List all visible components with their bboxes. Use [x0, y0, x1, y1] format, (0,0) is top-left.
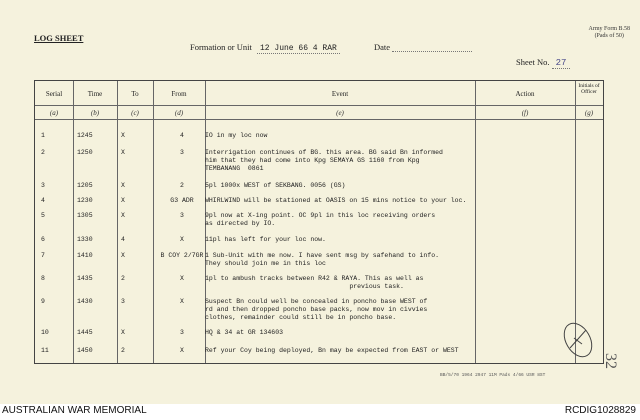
print-code: BB/5/70 1964 2947 11M Pads 4/66 USR 8ST [440, 373, 546, 378]
col-header-serial: Serial [45, 90, 63, 98]
time-cell: 1450 [77, 347, 93, 354]
event-cell: 9pl now at X-ing point. OC 9pl in this loc receiving orders as directed by IO. [205, 212, 436, 227]
army-form-label [588, 26, 630, 40]
col-sub-action: (f) [521, 109, 529, 117]
col-sub-time: (b) [90, 109, 100, 117]
event-cell: WHIRLWIND will be stationed at OASIS on 15 mins notice to your loc. [205, 197, 467, 204]
serial-cell: 1 [41, 132, 45, 139]
to-cell: 4 [121, 236, 125, 243]
event-cell: Interrigation continues of BG. this area. BG said Bn informed him that they had come into Kpg SEMAYA GS 1160 from Kpg TEMBANANG 0861 [205, 149, 443, 172]
col-sub-serial: (a) [49, 109, 59, 117]
formation-label: Formation or Unit [190, 42, 252, 52]
header-divider [35, 105, 603, 106]
event-cell: Suspect Bn could well be concealed in poncho base WEST of rd and then dropped poncho base packs, now mov in civvies clothes, remainder could still be in poncho base. [205, 298, 428, 321]
col-header-action: Action [515, 90, 535, 98]
serial-cell: 8 [41, 275, 45, 282]
to-cell: X [121, 197, 125, 204]
margin-page-number: 32 [602, 353, 619, 369]
serial-cell: 10 [41, 329, 49, 336]
from-cell: X [180, 236, 184, 243]
col-sub-event: (e) [336, 109, 344, 117]
from-cell: 3 [180, 329, 184, 336]
time-cell: 1250 [77, 149, 93, 156]
time-cell: 1330 [77, 236, 93, 243]
event-cell: HQ & 34 at GR 134603 [205, 329, 284, 336]
serial-cell: 3 [41, 182, 45, 189]
event-cell: Ref your Coy being deployed, Bn may be expected from EAST or WEST [205, 347, 459, 354]
archive-credit: AUSTRALIAN WAR MEMORIAL [2, 405, 147, 416]
army-form-number: Army Form B.58 [588, 26, 630, 32]
event-cell: 5pl 1000x WEST of SEKBANG. 0056 (GS) [205, 182, 346, 189]
event-cell: 1 Sub-Unit with me now. I have sent msg by safehand to info. They should join me in this loc [205, 252, 440, 267]
serial-cell: 9 [41, 298, 45, 305]
from-cell: X [180, 347, 184, 354]
col-sub-from: (d) [174, 109, 184, 117]
to-cell: X [121, 182, 125, 189]
event-cell: 11pl has left for your loc now. [205, 236, 326, 243]
to-cell: 3 [121, 298, 125, 305]
log-table [34, 80, 604, 364]
serial-cell: 7 [41, 252, 45, 259]
col-header-event: Event [331, 90, 349, 98]
time-cell: 1205 [77, 182, 93, 189]
from-cell: 2 [180, 182, 184, 189]
date-label: Date [374, 42, 391, 52]
time-cell: 1445 [77, 329, 93, 336]
from-cell: 4 [180, 132, 184, 139]
event-cell: IO in my loc now [205, 132, 268, 139]
column-divider [475, 81, 476, 363]
sheet-number-value: 27 [552, 58, 571, 69]
pads-note: (Pads of 50) [594, 33, 624, 39]
archive-reference: RCDIG1028829 [564, 405, 636, 416]
to-cell: X [121, 149, 125, 156]
event-cell: 1pl to ambush tracks between R42 & RAYA. This as well as previous task. [205, 275, 424, 290]
to-cell: 2 [121, 275, 125, 282]
column-divider [153, 81, 154, 363]
to-cell: X [121, 252, 125, 259]
serial-cell: 4 [41, 197, 45, 204]
col-header-initials: Initials of Officer [578, 83, 600, 95]
handwritten-initials [556, 318, 600, 362]
date-field [374, 42, 472, 52]
to-cell: X [121, 329, 125, 336]
time-cell: 1305 [77, 212, 93, 219]
serial-cell: 2 [41, 149, 45, 156]
from-cell: B COY 2/7GR [160, 252, 204, 259]
from-cell: X [180, 275, 184, 282]
sheet-number-field [516, 57, 570, 68]
sheet-number-label: Sheet No. [516, 57, 550, 67]
serial-cell: 5 [41, 212, 45, 219]
column-divider [73, 81, 74, 363]
serial-cell: 11 [41, 347, 49, 354]
time-cell: 1230 [77, 197, 93, 204]
time-cell: 1430 [77, 298, 93, 305]
to-cell: X [121, 132, 125, 139]
from-cell: 3 [180, 149, 184, 156]
col-header-from: From [171, 90, 187, 98]
col-header-time: Time [87, 90, 103, 98]
date-blank-line [392, 43, 472, 52]
page-title: LOG SHEET [34, 33, 84, 43]
formation-value: 12 June 66 4 RAR [257, 44, 340, 54]
from-cell: 3 [180, 212, 184, 219]
serial-cell: 6 [41, 236, 45, 243]
col-header-to: To [131, 90, 139, 98]
col-sub-to: (c) [131, 109, 139, 117]
col-sub-initials: (g) [584, 109, 594, 117]
to-cell: X [121, 212, 125, 219]
from-cell: G3 ADR [170, 197, 194, 204]
time-cell: 1435 [77, 275, 93, 282]
to-cell: 2 [121, 347, 125, 354]
column-divider [117, 81, 118, 363]
subheader-divider [35, 119, 603, 120]
from-cell: X [180, 298, 184, 305]
time-cell: 1410 [77, 252, 93, 259]
time-cell: 1245 [77, 132, 93, 139]
formation-field [190, 42, 340, 53]
